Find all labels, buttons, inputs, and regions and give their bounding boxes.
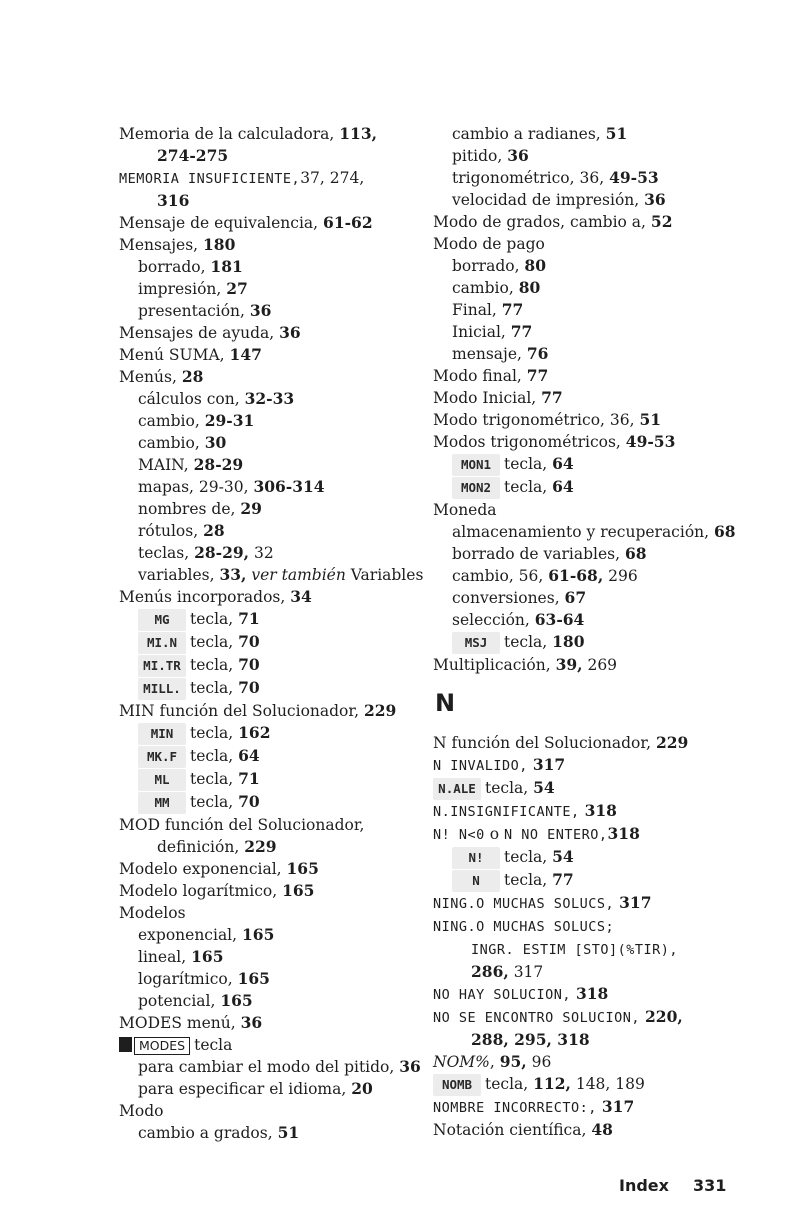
index-entry	[119, 432, 429, 454]
entry-pages-bold: 76	[526, 344, 549, 363]
entry-term: Modo Inicial,	[433, 389, 542, 407]
entry-pages-bold: 165	[237, 969, 270, 988]
index-entry	[433, 167, 783, 189]
entry-pages-bold: 220,	[645, 1007, 683, 1026]
entry-term: teclas,	[138, 544, 195, 562]
entry-term: tecla,	[190, 656, 239, 674]
index-entry	[433, 409, 783, 431]
index-entry	[119, 520, 429, 542]
entry-pages-bold: 77	[541, 388, 563, 407]
index-entry	[433, 938, 783, 961]
entry-term: tecla,	[190, 633, 239, 651]
index-entry	[119, 700, 429, 722]
index-group-n	[433, 732, 783, 1141]
index-entry	[433, 543, 783, 565]
entry-pages-bold: 229	[655, 733, 689, 752]
entry-term: almacenamiento y recuperación,	[452, 523, 714, 541]
entry-pages: 37, 274,	[300, 169, 365, 187]
index-entry	[119, 1056, 429, 1078]
entry-pages-bold: 71	[238, 769, 260, 788]
index-entry	[119, 300, 429, 322]
index-entry	[433, 1119, 783, 1141]
entry-pages-bold: 317	[532, 755, 566, 774]
entry-term: Modelos	[119, 904, 186, 922]
entry-term: Mensajes de ayuda,	[119, 324, 280, 342]
entry-term: N función del Solucionador,	[433, 734, 656, 752]
page-number: 331	[692, 1176, 727, 1195]
softkey-label: N.ALE	[433, 778, 481, 800]
entry-pages-bold: 28-29	[193, 455, 244, 474]
entry-term: cálculos con,	[138, 390, 245, 408]
entry-term: Moneda	[433, 501, 497, 519]
entry-pages-extra: 96	[526, 1053, 552, 1071]
entry-term: para cambiar el modo del pitido,	[138, 1058, 400, 1076]
display-message: N INVALIDO,	[433, 758, 528, 774]
entry-term: variables,	[138, 566, 220, 584]
softkey-label: MI.TR	[138, 655, 186, 677]
entry-term: ,	[489, 1053, 500, 1071]
footer-label: Index	[619, 1176, 669, 1195]
entry-term: Inicial,	[452, 323, 511, 341]
entry-term: tecla,	[190, 793, 239, 811]
entry-term: tecla,	[504, 478, 553, 496]
index-entry	[119, 677, 429, 700]
index-entry	[119, 256, 429, 278]
entry-term: cambio a radianes,	[452, 125, 606, 143]
index-entry	[119, 564, 429, 586]
index-entry	[119, 366, 429, 388]
entry-term: velocidad de impresión,	[452, 191, 645, 209]
entry-term: borrado,	[138, 258, 211, 276]
entry-pages-bold: 36	[507, 146, 529, 165]
softkey-label: MIN	[138, 723, 186, 745]
index-entry	[433, 800, 783, 823]
display-message: NING.O MUCHAS SOLUCS;	[433, 919, 615, 935]
index-entry	[119, 388, 429, 410]
entry-term: MAIN,	[138, 456, 194, 474]
entry-term: borrado de variables,	[452, 545, 625, 563]
entry-term: mensaje,	[452, 345, 527, 363]
entry-term: tecla,	[504, 455, 553, 473]
index-entry	[433, 431, 783, 453]
softkey-label: ML	[138, 769, 186, 791]
index-entry	[119, 344, 429, 366]
entry-pages-bold: 49-53	[609, 168, 659, 187]
entry-term: tecla,	[485, 1075, 534, 1093]
entry-term: Modos trigonométricos,	[433, 433, 626, 451]
index-entry	[119, 608, 429, 631]
entry-pages-bold: 181	[210, 257, 243, 276]
index-entry	[119, 968, 429, 990]
index-entry	[433, 453, 783, 476]
softkey-label: MM	[138, 792, 186, 814]
softkey-label: NOMB	[433, 1074, 481, 1096]
entry-term: logarítmico,	[138, 970, 238, 988]
index-entry	[433, 365, 783, 387]
entry-term: tecla,	[190, 747, 239, 765]
index-entry	[119, 990, 429, 1012]
entry-pages-bold: 49-53	[625, 432, 676, 451]
entry-term: Modo trigonométrico, 36,	[433, 411, 640, 429]
index-entry	[119, 476, 429, 498]
entry-term: Memoria de la calculadora,	[119, 125, 340, 143]
entry-term: tecla,	[504, 633, 553, 651]
entry-pages-bold: 286,	[471, 962, 509, 981]
index-entry	[119, 410, 429, 432]
index-entry	[433, 565, 783, 587]
entry-pages-bold: 77	[526, 366, 549, 385]
softkey-label: MK.F	[138, 746, 186, 768]
entry-pages-bold: 70	[238, 792, 260, 811]
entry-term: tecla,	[190, 610, 239, 628]
entry-pages-bold: 165	[220, 991, 253, 1010]
entry-term: potencial,	[138, 992, 221, 1010]
entry-pages-bold: 64	[552, 454, 574, 473]
entry-pages-bold: 306-314	[253, 477, 325, 496]
entry-pages-bold: 70	[238, 678, 260, 697]
entry-term: impresión,	[138, 280, 227, 298]
entry-term: Multiplicación,	[433, 656, 556, 674]
entry-term: nombres de,	[138, 500, 241, 518]
display-message: N.INSIGNIFICANTE,	[433, 804, 580, 820]
entry-pages-extra: 296	[603, 567, 638, 585]
display-message: NING.O MUCHAS SOLUCS,	[433, 896, 615, 912]
entry-pages-bold: 70	[238, 655, 260, 674]
entry-pages-bold: 39,	[555, 655, 583, 674]
softkey-label: MON1	[452, 454, 500, 476]
entry-pages-bold: 165	[282, 881, 315, 900]
entry-pages-bold: 54	[533, 778, 555, 797]
entry-term: tecla,	[504, 848, 553, 866]
softkey-label: MI.N	[138, 632, 186, 654]
entry-pages-bold: 36	[279, 323, 301, 342]
entry-term: borrado,	[452, 257, 525, 275]
entry-term: Mensaje de equivalencia,	[119, 214, 324, 232]
entry-pages-bold: 274-275	[157, 146, 229, 165]
entry-pages-bold: 36	[249, 301, 272, 320]
index-entry	[119, 858, 429, 880]
entry-pages-bold: 113,	[339, 124, 378, 143]
entry-term: o	[484, 825, 504, 843]
index-entry	[433, 299, 783, 321]
entry-term: Modo final,	[433, 367, 527, 385]
entry-pages-bold: 51	[277, 1123, 300, 1142]
entry-pages-bold: 316	[157, 191, 190, 210]
entry-pages-bold: 95,	[499, 1052, 527, 1071]
index-entry	[433, 732, 783, 754]
entry-pages-bold: 229	[244, 837, 277, 856]
index-entry	[433, 1096, 783, 1119]
display-message: N NO ENTERO,	[503, 827, 608, 843]
entry-term: selección,	[452, 611, 535, 629]
entry-term: Notación científica,	[433, 1121, 592, 1139]
entry-term: rótulos,	[138, 522, 204, 540]
index-entry	[433, 233, 783, 255]
entry-pages-bold: 51	[639, 410, 662, 429]
entry-pages-bold: 318	[584, 801, 617, 820]
entry-term: cambio,	[138, 434, 205, 452]
index-entry	[433, 1073, 783, 1096]
entry-pages-extra: 317	[508, 963, 544, 981]
entry-term: definición,	[157, 838, 245, 856]
entry-term: MOD función del Solucionador,	[119, 816, 365, 834]
entry-term: cambio,	[452, 279, 519, 297]
entry-term: Mensajes,	[119, 236, 204, 254]
index-entry	[119, 322, 429, 344]
index-entry	[119, 167, 429, 190]
index-entry	[119, 542, 429, 564]
index-entry	[119, 1078, 429, 1100]
index-entry	[119, 814, 429, 836]
index-entry	[433, 983, 783, 1006]
entry-term: tecla,	[504, 871, 553, 889]
entry-pages-bold: 77	[501, 300, 524, 319]
entry-term: Modo de pago	[433, 235, 545, 253]
entry-pages-bold: 63-64	[534, 610, 585, 629]
index-entry	[433, 189, 783, 211]
entry-term: exponencial,	[138, 926, 242, 944]
index-entry	[433, 211, 783, 233]
entry-term: cambio,	[138, 412, 205, 430]
index-entry	[433, 123, 783, 145]
index-entry	[119, 768, 429, 791]
index-entry	[119, 880, 429, 902]
entry-pages-bold: 70	[238, 632, 260, 651]
entry-pages-bold: 54	[552, 847, 574, 866]
softkey-label: MILL.	[138, 678, 186, 700]
index-group-m-continued	[433, 123, 783, 676]
index-entry	[433, 499, 783, 521]
entry-term: Modo	[119, 1102, 164, 1120]
index-entry	[433, 777, 783, 800]
entry-pages-bold: 180	[203, 235, 236, 254]
index-entry	[119, 1034, 429, 1056]
display-message: N! N<0	[433, 827, 485, 843]
entry-pages-bold: 288, 295, 318	[471, 1030, 590, 1049]
entry-pages-bold: 33,	[219, 565, 247, 584]
entry-pages-bold: 147	[229, 345, 262, 364]
index-entry	[119, 212, 429, 234]
entry-term: para especificar el idioma,	[138, 1080, 352, 1098]
index-entry	[433, 387, 783, 409]
entry-pages-bold: 29	[240, 499, 262, 518]
index-entry	[433, 476, 783, 499]
entry-pages-extra: 269	[582, 656, 618, 674]
entry-pages-bold: 52	[650, 212, 673, 231]
entry-pages-bold: 318	[607, 824, 640, 843]
entry-term: presentación,	[138, 302, 250, 320]
index-entry	[433, 654, 783, 676]
entry-term: tecla,	[485, 779, 534, 797]
entry-term: MEMORIA INSUFICIENTE,	[119, 171, 301, 187]
shift-key-icon	[119, 1037, 132, 1052]
index-entry	[433, 1006, 783, 1029]
index-entry	[119, 1012, 429, 1034]
entry-term: pitido,	[452, 147, 508, 165]
page-footer	[619, 1176, 726, 1195]
softkey-label: MSJ	[452, 632, 500, 654]
index-entry	[433, 961, 783, 983]
index-entry	[119, 791, 429, 814]
index-entry	[119, 836, 429, 858]
entry-pages-bold: 30	[204, 433, 227, 452]
entry-pages-bold: 36	[240, 1013, 263, 1032]
index-entry	[119, 1122, 429, 1144]
index-entry	[433, 754, 783, 777]
entry-pages-bold: 51	[605, 124, 628, 143]
index-entry	[119, 722, 429, 745]
entry-term: Final,	[452, 301, 502, 319]
entry-pages-bold: 36	[644, 190, 666, 209]
entry-term: cambio a grados,	[138, 1124, 278, 1142]
index-entry	[119, 586, 429, 608]
index-entry	[433, 321, 783, 343]
index-entry	[433, 609, 783, 631]
display-message: NOMBRE INCORRECTO:,	[433, 1100, 597, 1116]
display-message: NO HAY SOLUCION,	[433, 987, 572, 1003]
section-letter-heading: N	[435, 689, 456, 717]
index-entry	[433, 846, 783, 869]
index-entry	[119, 145, 429, 167]
entry-term: tecla,	[190, 679, 239, 697]
entry-term: MODES menú,	[119, 1014, 241, 1032]
index-entry	[433, 869, 783, 892]
index-entry	[433, 915, 783, 938]
entry-pages-bold: 165	[286, 859, 319, 878]
entry-pages-bold: 28	[181, 367, 204, 386]
entry-term: cambio, 56,	[452, 567, 549, 585]
index-entry	[433, 587, 783, 609]
entry-pages-bold: 32-33	[244, 389, 295, 408]
entry-term: tecla,	[190, 770, 239, 788]
entry-pages-bold: 27	[226, 279, 248, 298]
index-entry	[119, 1100, 429, 1122]
index-entry	[119, 745, 429, 768]
softkey-label: N!	[452, 847, 500, 869]
display-message: INGR. ESTIM [STO](%TIR),	[471, 942, 679, 958]
entry-pages-bold: 20	[351, 1079, 373, 1098]
entry-pages-bold: 29-31	[204, 411, 255, 430]
softkey-label: MON2	[452, 477, 500, 499]
entry-pages-extra: 148, 189	[570, 1075, 645, 1093]
entry-term: MIN función del Solucionador,	[119, 702, 364, 720]
index-entry	[119, 498, 429, 520]
index-entry	[433, 521, 783, 543]
index-entry	[119, 278, 429, 300]
entry-term: mapas, 29-30,	[138, 478, 254, 496]
index-entry	[119, 454, 429, 476]
index-entry	[119, 123, 429, 145]
entry-pages-bold: 162	[238, 723, 271, 742]
menu-key-label: MODES	[134, 1037, 190, 1055]
entry-term: trigonométrico, 36,	[452, 169, 610, 187]
entry-pages-bold: 112,	[533, 1074, 571, 1093]
entry-pages-bold: 34	[290, 587, 312, 606]
entry-pages-extra: Variables	[345, 566, 424, 584]
entry-term: Modelo logarítmico,	[119, 882, 283, 900]
entry-pages-extra: 32	[249, 544, 274, 562]
index-entry	[433, 1029, 783, 1051]
entry-pages-bold: 180	[552, 632, 585, 651]
entry-pages-bold: 80	[524, 256, 546, 275]
index-entry	[119, 190, 429, 212]
index-entry	[433, 343, 783, 365]
softkey-label: MG	[138, 609, 186, 631]
index-entry	[433, 1051, 783, 1073]
entry-pages-bold: 68	[624, 544, 647, 563]
entry-pages-bold: 61-68,	[548, 566, 604, 585]
entry-pages-bold: 68	[714, 522, 736, 541]
entry-term: Menús,	[119, 368, 182, 386]
entry-term: Modo de grados, cambio a,	[433, 213, 651, 231]
index-entry	[433, 145, 783, 167]
index-entry	[433, 255, 783, 277]
entry-term: Menús incorporados,	[119, 588, 291, 606]
index-entry	[119, 946, 429, 968]
index-entry	[119, 654, 429, 677]
index-entry	[433, 823, 783, 846]
entry-pages-bold: 67	[564, 588, 587, 607]
entry-pages-bold: 28	[203, 521, 225, 540]
index-column-left	[119, 123, 429, 1144]
index-entry	[119, 924, 429, 946]
display-message: NO SE ENCONTRO SOLUCION,	[433, 1010, 641, 1026]
entry-pages-bold: 36	[399, 1057, 421, 1076]
entry-pages-bold: 317	[601, 1097, 635, 1116]
entry-pages-bold: 48	[591, 1120, 613, 1139]
index-entry	[119, 631, 429, 654]
entry-term: Modelo exponencial,	[119, 860, 287, 878]
index-entry	[119, 902, 429, 924]
index-entry	[433, 892, 783, 915]
entry-pages-bold: 64	[238, 746, 260, 765]
entry-pages-bold: 64	[552, 477, 574, 496]
index-entry	[433, 631, 783, 654]
entry-term-italic: NOM%	[433, 1053, 490, 1071]
entry-pages-bold: 229	[363, 701, 397, 720]
entry-pages-bold: 165	[242, 925, 275, 944]
entry-pages-bold: 77	[510, 322, 533, 341]
entry-pages-bold: 77	[552, 870, 574, 889]
index-column-right	[433, 123, 783, 1141]
entry-term: Menú SUMA,	[119, 346, 230, 364]
index-entry	[119, 234, 429, 256]
entry-pages-bold: 80	[518, 278, 541, 297]
entry-pages-bold: 318	[575, 984, 609, 1003]
index-entry	[433, 277, 783, 299]
entry-pages-bold: 71	[238, 609, 260, 628]
entry-see-also: ver también	[246, 566, 346, 584]
entry-pages-bold: 165	[191, 947, 224, 966]
softkey-label: N	[452, 870, 500, 892]
entry-pages-bold: 28-29,	[194, 543, 250, 562]
entry-pages-bold: 317	[619, 893, 652, 912]
entry-pages-bold: 61-62	[323, 213, 373, 232]
entry-term: lineal,	[138, 948, 192, 966]
entry-term: conversiones,	[452, 589, 565, 607]
entry-term: tecla,	[190, 724, 239, 742]
entry-term: tecla	[194, 1036, 233, 1054]
